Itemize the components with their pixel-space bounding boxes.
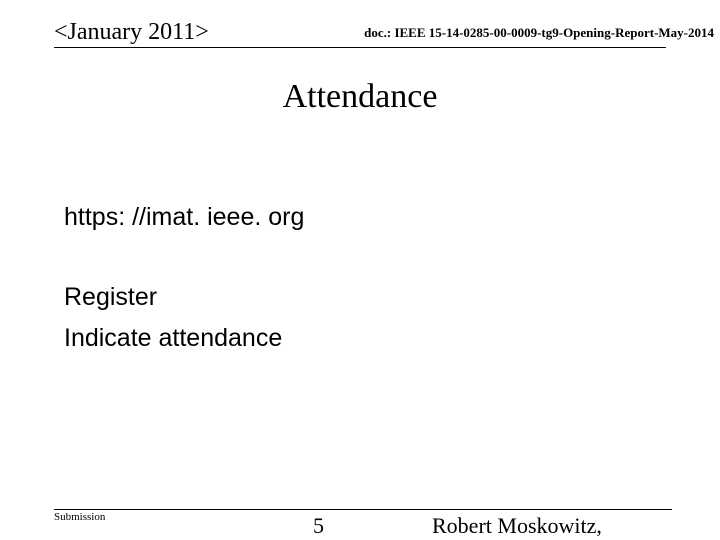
footer-submission: Submission [54,511,106,523]
imat-url-text: https: //imat. ieee. org [64,203,305,231]
footer-author: Robert Moskowitz, [432,513,602,538]
footer-divider [54,509,672,510]
page-number: 5 [313,513,324,538]
header-divider [54,47,666,48]
slide-title: Attendance [282,78,438,115]
register-text: Register [64,283,158,311]
header-doc-id: doc.: IEEE 15-14-0285-00-0009-tg9-Opening-Report-May-2014 [364,25,714,40]
header-date: <January 2011> [54,19,209,45]
indicate-attendance-text: Indicate attendance [64,324,283,352]
